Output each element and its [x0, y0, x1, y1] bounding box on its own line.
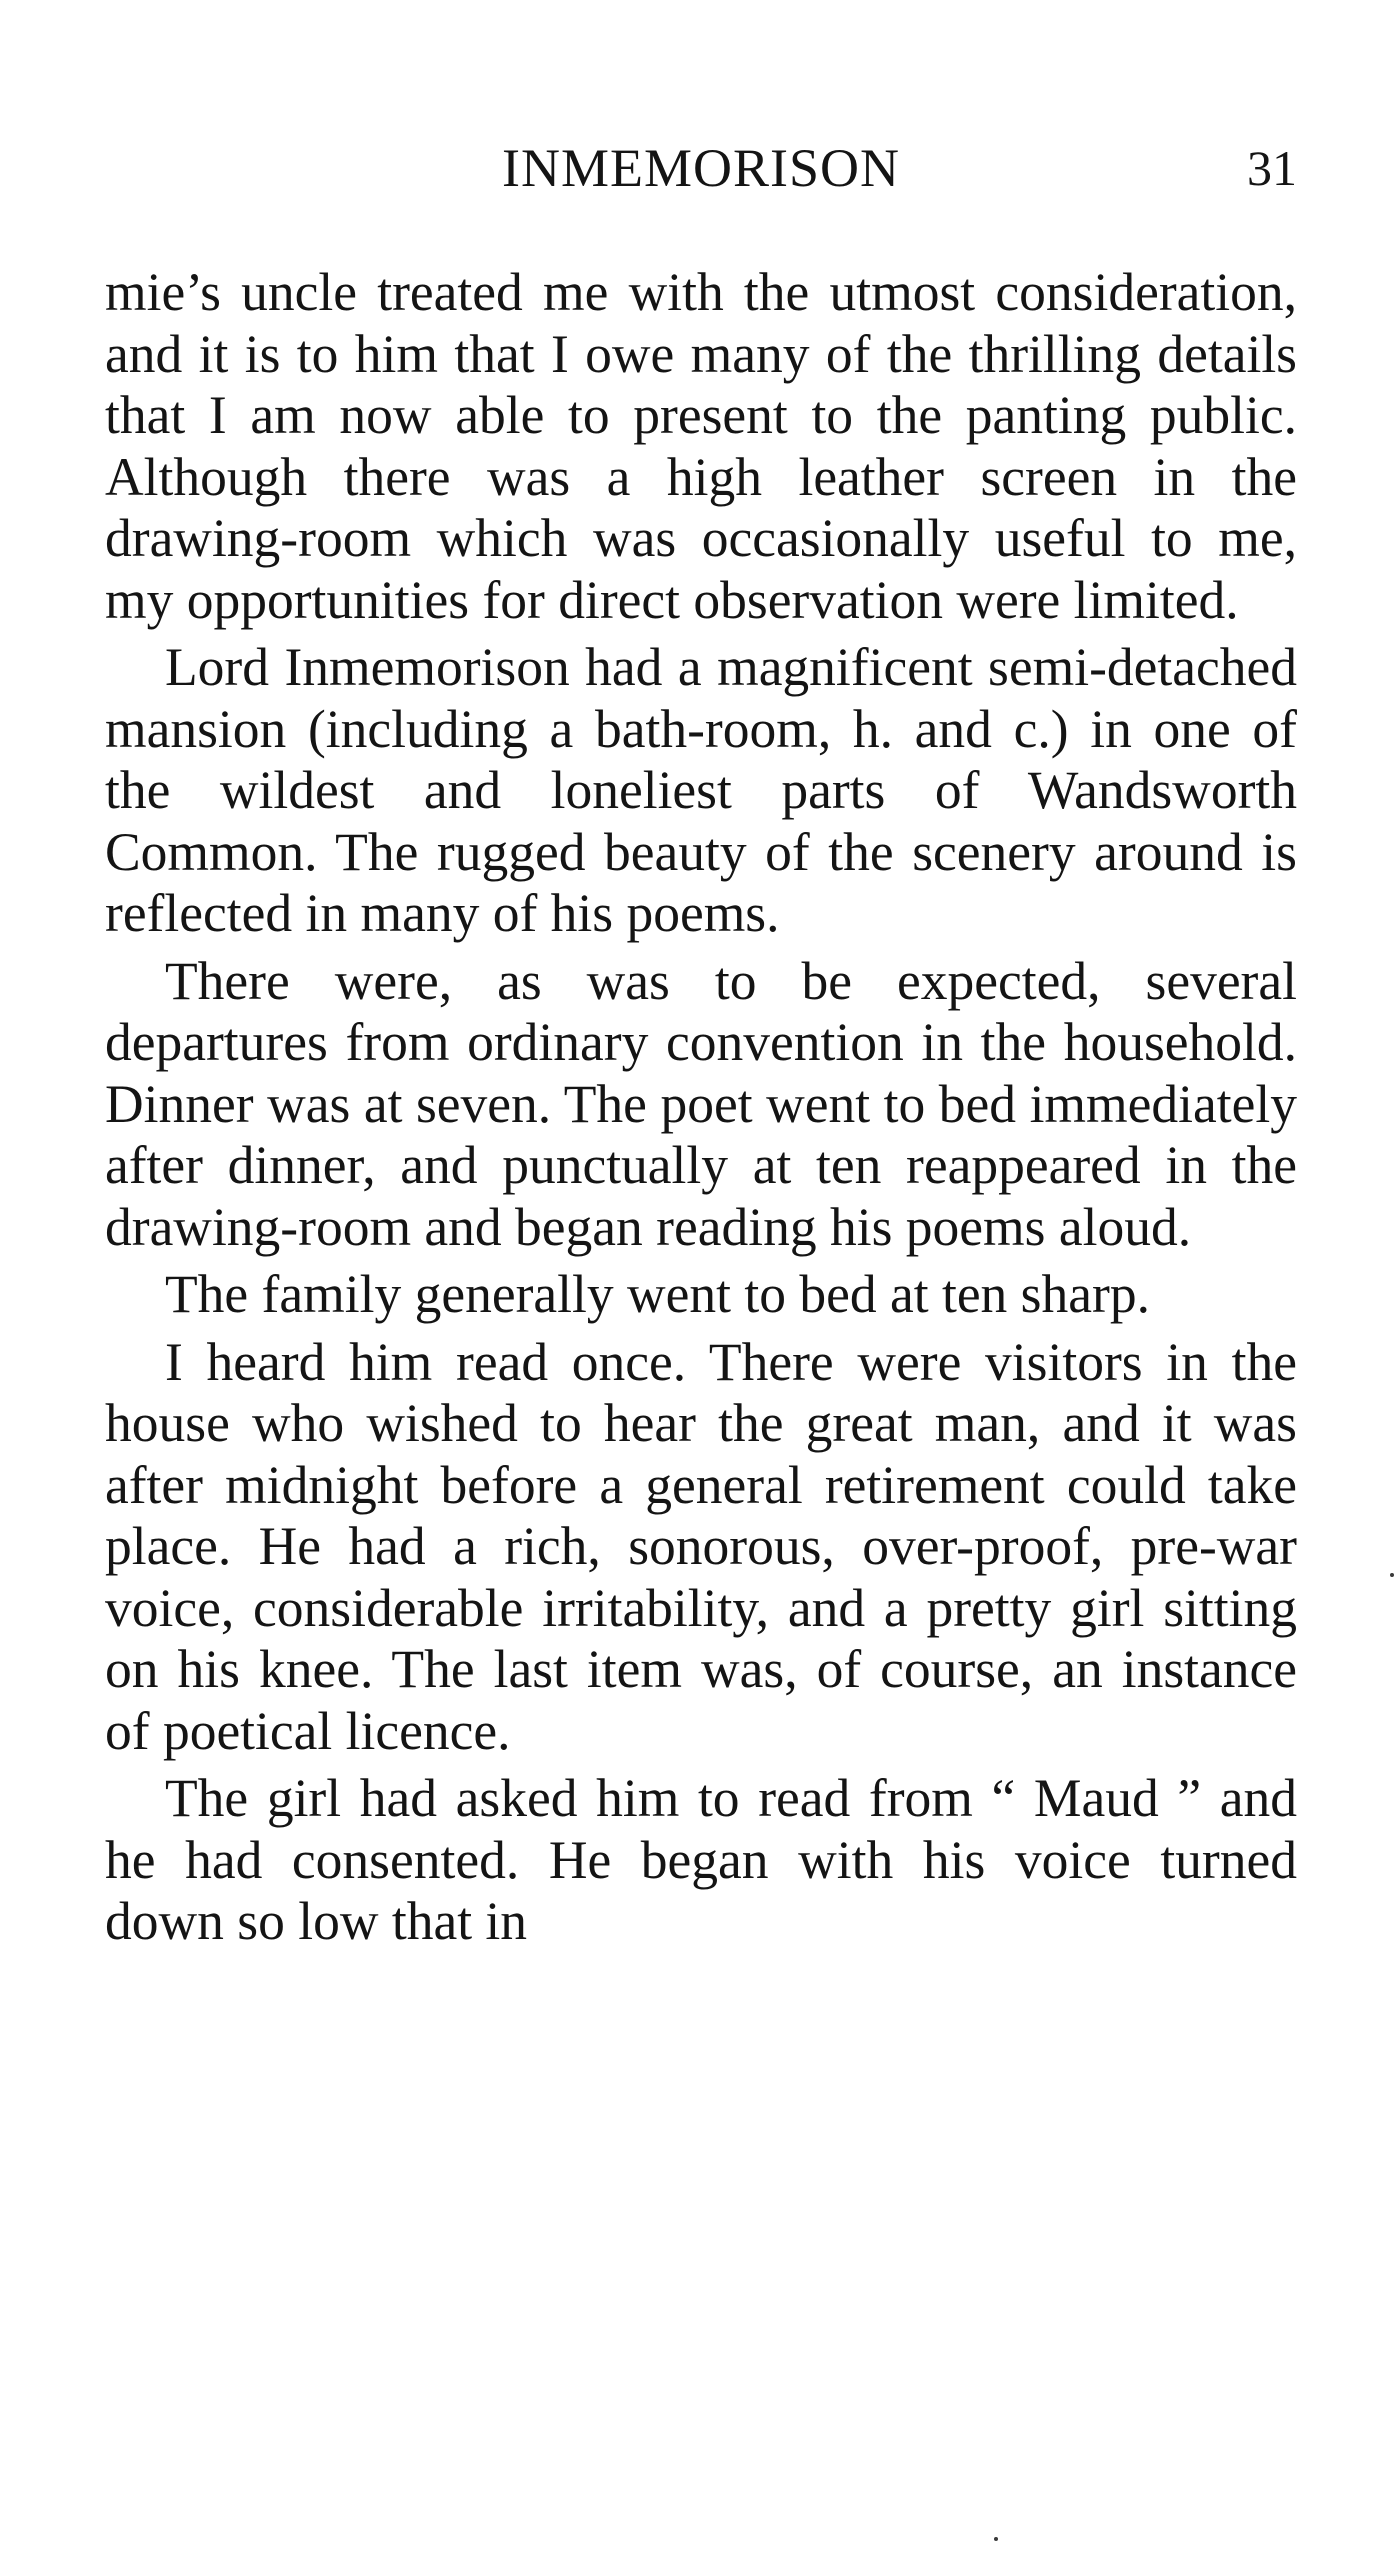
running-title: INMEMORISON	[501, 138, 901, 198]
paragraph: The family generally went to bed at ten sharp.	[165, 1264, 1150, 1324]
paragraph: mie’s uncle treated me with the utmost consideration, and it is to him that I owe many of the thrilling details that I am now able to present to the panting public. Although there was a high leather screen in the drawing-room which was occasionally useful to me, my opportunities for direct observation were limited.	[105, 262, 1297, 630]
paragraph: The girl had asked him to read from “ Maud ” and he had consented. He began with his voice turned down so low that in	[105, 1768, 1297, 1951]
paragraph: There were, as was to be expected, several departures from ordinary convention in the household. Dinner was at seven. The poet went to bed immediately after dinner, and punctually at ten reappeared in the drawing-room and began reading his poems aloud.	[105, 950, 1297, 1257]
ink-speck	[1390, 1573, 1394, 1577]
ink-speck	[994, 2537, 998, 2541]
body-text	[105, 262, 1297, 1959]
paragraph: Lord Inmemorison had a magnificent semi-detached mansion (including a bath-room, h. and c.) in one of the wildest and loneliest parts of Wandsworth Common. The rugged beauty of the scenery around is reflected in many of his poems.	[105, 637, 1297, 943]
paragraph: I heard him read once. There were visitors in the house who wished to hear the great man, and it was after midnight before a general retirement could take place. He had a rich, sonorous, over-proof, pre-war voice, considerable irritability, and a pretty girl sitting on his knee. The last item was, of course, an instance of poetical licence.	[105, 1331, 1297, 1761]
page-number: 31	[1247, 140, 1297, 196]
running-head	[105, 128, 1297, 208]
